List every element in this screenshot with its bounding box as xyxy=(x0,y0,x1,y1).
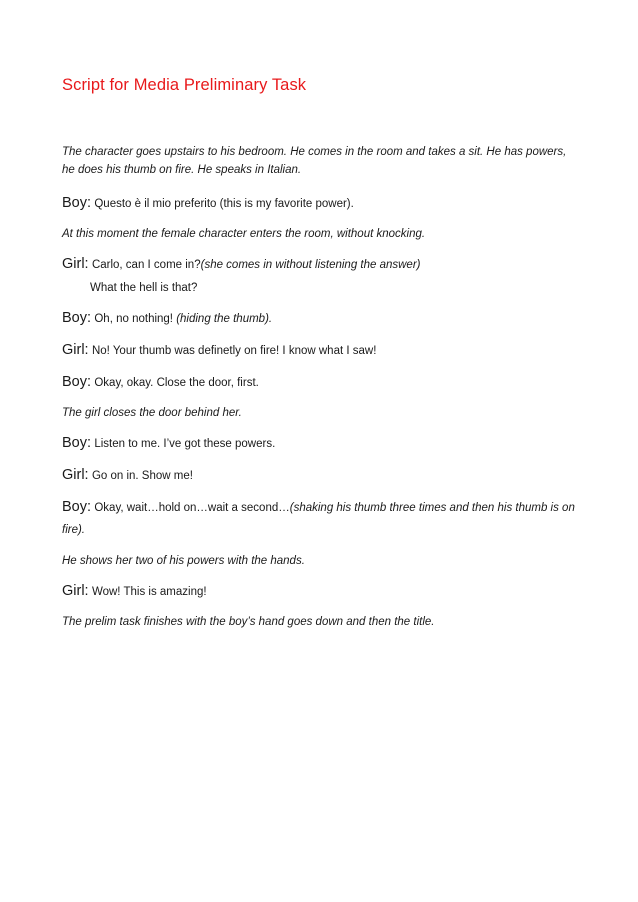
speaker-label: Girl: xyxy=(62,256,89,272)
dialogue-text: Wow! This is amazing! xyxy=(91,586,207,598)
dialogue-text: Okay, wait…hold on…wait a second… xyxy=(94,502,290,514)
speaker-label: Boy: xyxy=(62,195,92,211)
speaker-label: Boy: xyxy=(62,310,92,326)
stage-direction: He shows her two of his powers with the hands. xyxy=(62,555,305,567)
dialogue-continuation: What the hell is that? xyxy=(90,282,198,294)
speaker-label: Girl: xyxy=(62,342,89,358)
dialogue-text: Listen to me. I’ve got these powers. xyxy=(94,438,276,450)
speaker-label: Boy: xyxy=(62,435,92,451)
dialogue-line xyxy=(62,581,582,602)
dialogue-line xyxy=(62,308,582,329)
dialogue-line xyxy=(62,193,582,214)
dialogue-text: Go on in. Show me! xyxy=(91,470,193,482)
dialogue-line xyxy=(62,465,582,486)
dialogue-text: Oh, no nothing! xyxy=(94,313,177,325)
stage-direction: At this moment the female character enters the room, without knocking. xyxy=(62,228,426,240)
dialogue-line xyxy=(62,254,582,275)
stage-direction: The prelim task finishes with the boy’s hand goes down and then the title. xyxy=(62,616,435,628)
dialogue-line xyxy=(62,372,582,393)
dialogue-text: Questo è il mio preferito (this is my favorite power). xyxy=(94,198,354,210)
speaker-label: Boy: xyxy=(62,374,92,390)
speaker-label: Girl: xyxy=(62,467,89,483)
speaker-label: Boy: xyxy=(62,499,92,515)
document-page xyxy=(62,76,582,631)
dialogue-text: Okay, okay. Close the door, first. xyxy=(94,377,259,389)
inline-direction: (she comes in without listening the answer) xyxy=(200,259,421,271)
dialogue-line xyxy=(62,340,582,361)
inline-direction: (hiding the thumb). xyxy=(176,313,273,325)
speaker-label: Girl: xyxy=(62,583,89,599)
dialogue-text: No! Your thumb was definetly on fire! I know what I saw! xyxy=(91,345,377,357)
document-title: Script for Media Preliminary Task xyxy=(62,76,307,94)
inline-direction: (shaking his thumb three times and then his thumb is on fire). xyxy=(62,502,575,536)
stage-direction: The girl closes the door behind her. xyxy=(62,407,242,419)
dialogue-line xyxy=(62,497,582,541)
intro-stage-direction: The character goes upstairs to his bedroom. He comes in the room and takes a sit. He has powers, he does his thumb on fire. He speaks in Italian. xyxy=(62,146,567,176)
dialogue-text: Carlo, can I come in? xyxy=(91,259,201,271)
dialogue-line xyxy=(62,433,582,454)
